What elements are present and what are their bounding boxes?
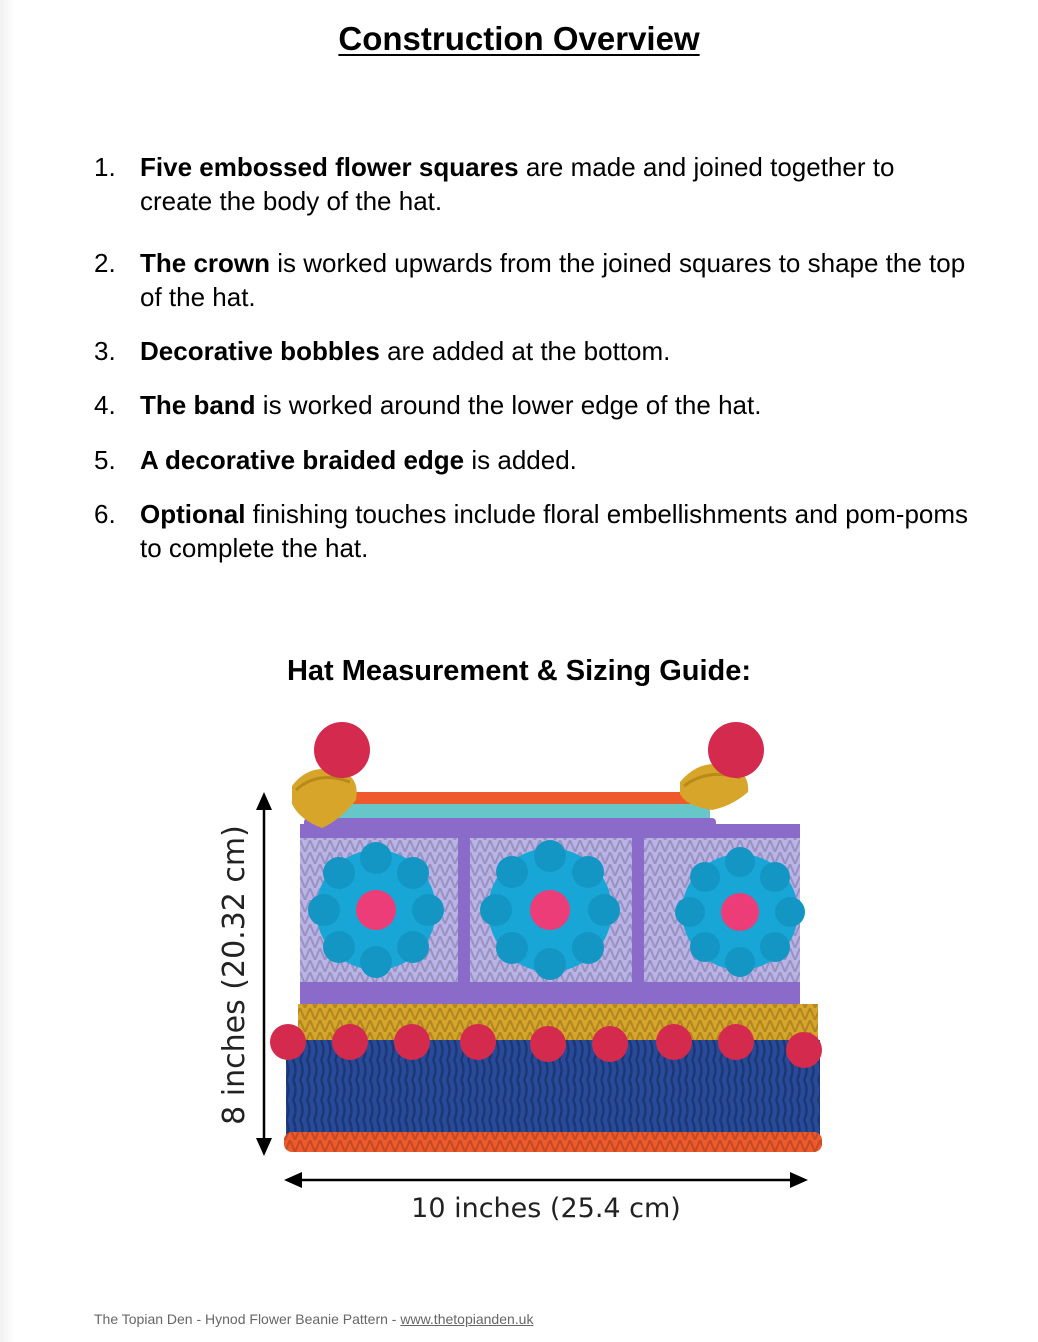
step-number: 3.	[94, 336, 116, 366]
step-bold-text: The crown	[140, 248, 271, 278]
flower-icon	[675, 847, 805, 977]
step-bold-text: Decorative bobbles	[140, 336, 380, 366]
step-text: is added.	[464, 445, 577, 475]
width-arrow	[284, 1172, 808, 1188]
step-text: is worked upwards from the joined squares to shape the top of the hat.	[140, 248, 966, 312]
step-bold-text: A decorative braided edge	[140, 445, 465, 475]
step-text: is worked around the lower edge of the hat.	[255, 390, 762, 420]
step-number: 5.	[94, 445, 116, 475]
footer-website-link[interactable]: www.thetopianden.uk	[400, 1311, 534, 1327]
height-label: 8 inches (20.32 cm)	[217, 825, 252, 1125]
step-bold-text: Optional	[140, 499, 246, 529]
sizing-guide-title: Hat Measurement & Sizing Guide:	[286, 655, 752, 687]
step-bold-text: Five embossed flower squares	[140, 152, 519, 182]
page-title: Construction Overview	[338, 20, 700, 57]
left-pompom	[314, 722, 370, 778]
step-bold-text: The band	[140, 390, 256, 420]
hat-illustration	[200, 720, 840, 1230]
step-text: are added at the bottom.	[379, 336, 671, 366]
width-label: 10 inches (25.4 cm)	[411, 1193, 681, 1224]
step-number: 4.	[94, 390, 116, 420]
right-pompom	[708, 722, 764, 778]
step-number: 1.	[94, 152, 116, 182]
step-number: 6.	[94, 499, 116, 529]
page-footer	[94, 1311, 533, 1327]
flower-icon	[480, 840, 620, 980]
flower-icon	[308, 842, 444, 978]
step-text: finishing touches include floral embellishments and pom-poms to complete the hat.	[140, 499, 969, 563]
step-number: 2.	[94, 248, 116, 278]
footer-text: The Topian Den - Hynod Flower Beanie Pattern -	[94, 1311, 401, 1327]
height-arrow	[256, 792, 272, 1156]
step-text: are made and joined together to create the body of the hat.	[140, 152, 895, 216]
hat-measurement-figure	[200, 720, 840, 1230]
